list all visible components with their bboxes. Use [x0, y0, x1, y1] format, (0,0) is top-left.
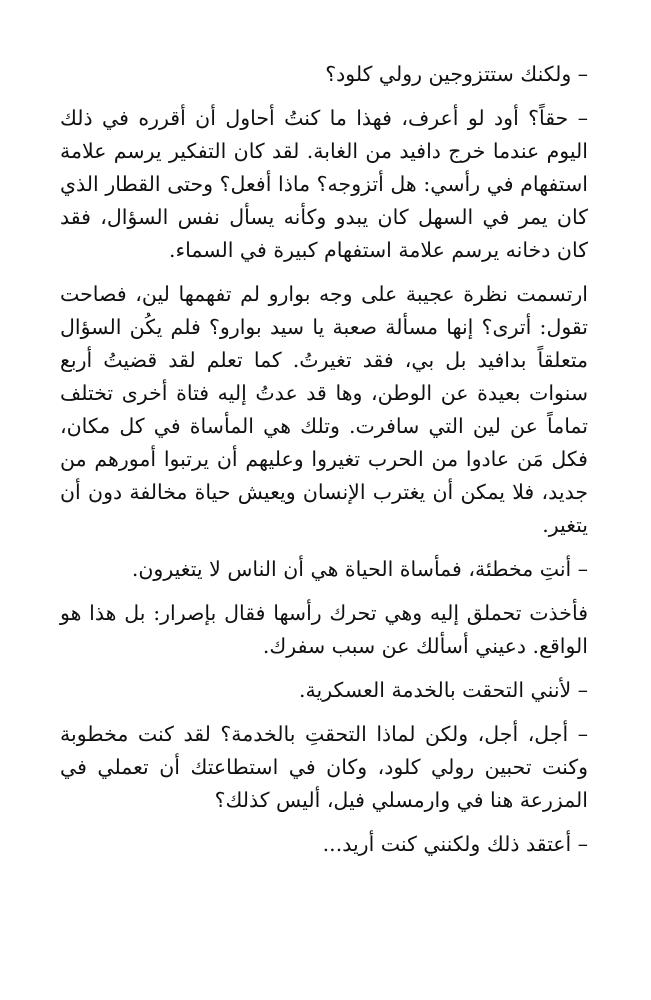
- paragraph-2: – حقاً؟ أود لو أعرف، فهذا ما كنتُ أحاول أن أقرره في ذلك اليوم عندما خرج دافيد من الغابة. لقد كان التفكير يرسم علامة استفهام في رأسي: هل أتزوجه؟ ماذا أفعل؟ وحتى القطار الذي كان يمر في السهل كان يبدو وكأنه يسأل نفس السؤال، فقد كان دخانه يرسم علامة استفهام كبيرة في السماء.: [60, 106, 588, 262]
- book-page: [60, 58, 588, 872]
- paragraph-5: فأخذت تحملق إليه وهي تحرك رأسها فقال بإصرار: بل هذا هو الواقع. دعيني أسألك عن سبب سفرك.: [60, 601, 588, 658]
- paragraph-1: – ولكنك ستتزوجين رولي كلود؟: [325, 62, 588, 86]
- paragraph-8: – أعتقد ذلك ولكنني كنت أريد...: [322, 832, 588, 856]
- paragraph-7: – أجل، أجل، ولكن لماذا التحقتِ بالخدمة؟ لقد كنت مخطوبة وكنت تحبين رولي كلود، وكان في استطاعتك أن تعملي في المزرعة هنا في وارمسلي فيل، أليس كذلك؟: [60, 722, 588, 812]
- paragraph-4: – أنتِ مخطئة، فمأساة الحياة هي أن الناس لا يتغيرون.: [131, 557, 588, 581]
- paragraph-6: – لأنني التحقت بالخدمة العسكرية.: [299, 678, 588, 702]
- paragraph-3: ارتسمت نظرة عجيبة على وجه بوارو لم تفهمها لين، فصاحت تقول: أترى؟ إنها مسألة صعبة يا سيد بوارو؟ فلم يكُن السؤال متعلقاً بدافيد بل بي، فقد تغيرتُ. كما تعلم لقد قضيتُ أربع سنوات بعيدة عن الوطن، وها قد عدتُ إليه فتاة أخرى تختلف تماماً عن لين التي سافرت. وتلك هي المأساة في كل مكان، فكل مَن عادوا من الحرب تغيروا وعليهم أن يرتبوا أمورهم من جديد، فلا يمكن أن يغترب الإنسان ويعيش حياة مخالفة دون أن يتغير.: [60, 282, 588, 537]
